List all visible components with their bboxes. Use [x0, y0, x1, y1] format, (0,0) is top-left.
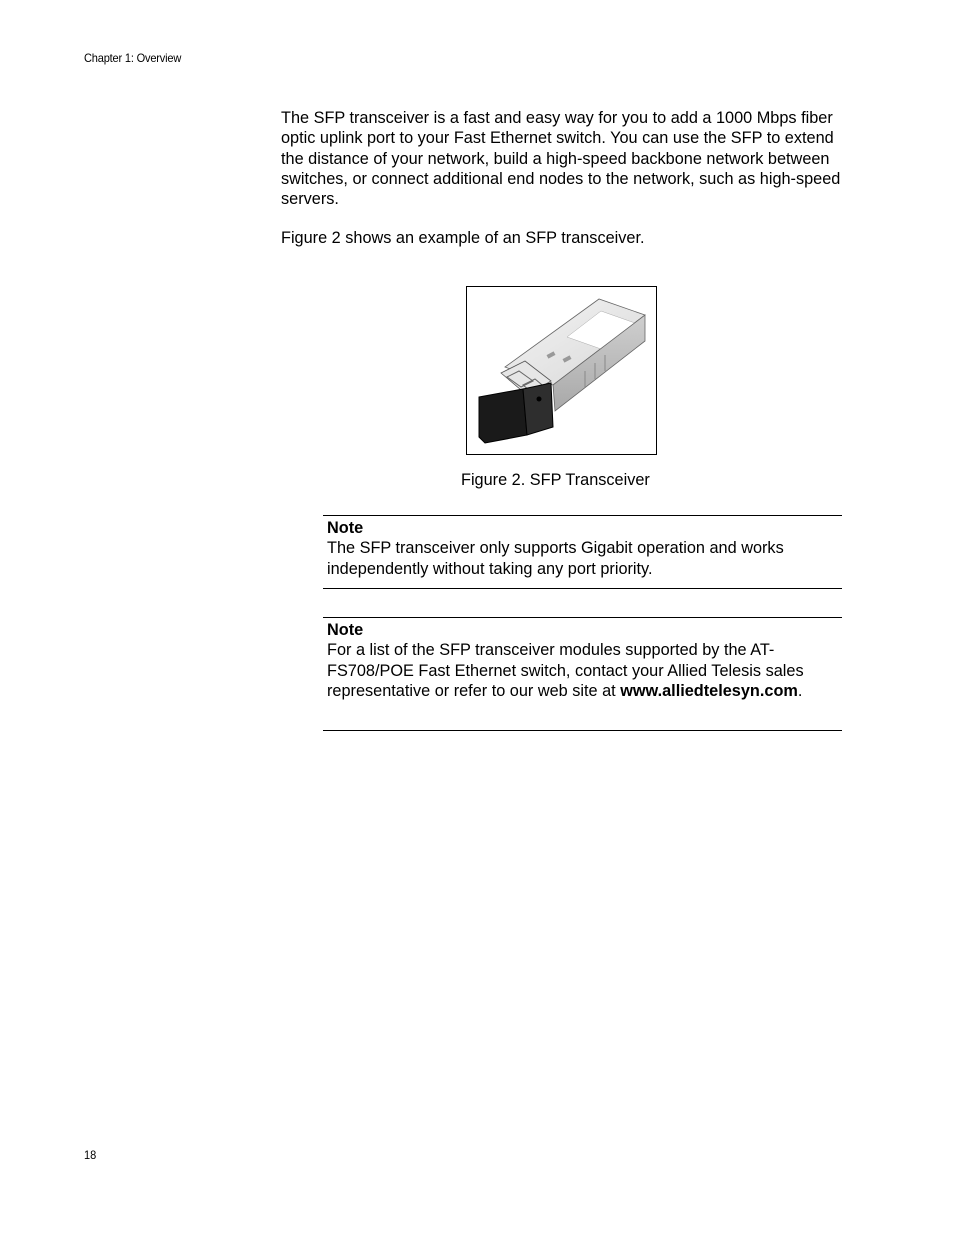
figure-caption: Figure 2. SFP Transceiver: [461, 471, 650, 489]
note-box: [323, 617, 842, 731]
note-title: Note: [327, 519, 364, 537]
note-suffix: .: [797, 681, 803, 700]
note-text: The SFP transceiver only supports Gigabit operation and works independently without taking any port priority.: [327, 539, 784, 578]
sfp-transceiver-figure: [466, 286, 657, 455]
running-header: Chapter 1: Overview: [84, 51, 182, 65]
intro-paragraph: The SFP transceiver is a fast and easy way for you to add a 1000 Mbps fiber optic uplink port to your Fast Ethernet switch. You can use the SFP to extend the distance of your network, build a high-speed backbone network between switches, or connect additional end nodes to the network, such as high-speed servers.: [281, 109, 841, 209]
note-text: For a list of the SFP transceiver modules supported by the AT-FS708/POE Fast Ethernet switch, contact your Allied Telesis sales representative or refer to our web site at: [327, 641, 804, 700]
sfp-transceiver-illustration: [467, 287, 656, 454]
website-link[interactable]: www.alliedtelesyn.com: [620, 681, 798, 700]
note-box: [323, 515, 842, 589]
note-title: Note: [327, 621, 364, 639]
page-number: 18: [84, 1148, 97, 1162]
figure-reference-paragraph: Figure 2 shows an example of an SFP transceiver.: [281, 229, 645, 247]
